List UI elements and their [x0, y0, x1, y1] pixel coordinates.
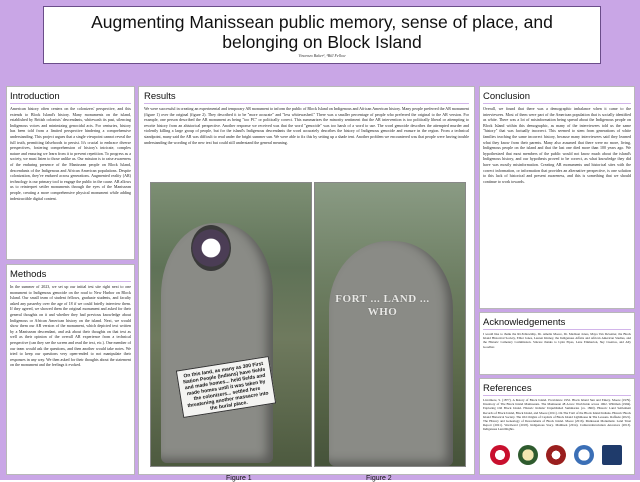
nation-seal-icon — [518, 445, 538, 465]
references-body: Livermore, S. (1877). A history of Block Island. Providence 1952. Block Island Sun and Emery. Moore (1979). Inventory of The Block Island Manisseans. The Manissean 48 Acres: Worldwide across 1962. Whitman (1994). Exploring Old Block Island. Historic Indians' Unpublished Summaries (ca. 1860). Historic Land Settlement Records of Block Island, Block Island, and Moore (2011). On The Trail of the Block Island Indians. Historic Block Island Historical Society. The Old Origins of Capitals of Block Island Lighthouse & The Lessons. Raffaele (2021). The History and Genealogy of Descendants of Block Island. Moore (2016). Manissean Monument. Land Trust Report (2021). Wordward (2018). Indigenous Story. Mathisen (2014). Cultural-Revolution Ancestors (2013). Indigenous Land Rights. — [483, 398, 631, 432]
poster-title: Augmenting Manissean public memory, sense of place, and belonging on Block Island — [91, 12, 553, 52]
figure-2-caption: Figure 2 — [366, 475, 392, 482]
tribal-seal-icon — [546, 445, 566, 465]
figure-1-caption: Figure 1 — [226, 475, 252, 482]
methods-panel — [6, 264, 135, 475]
conclusion-heading: Conclusion — [483, 91, 631, 104]
introduction-body: American history often centers on the colonizers' perspective, and this extends to Block Island's history. Many monuments on the island, established by British colonists' descendants, whitewash its past, silencing Indigenous voices and minimizing genocidal acts. For centuries, history has been told from a limited perspective hindering a comprehensive understanding. This project argues that a single viewpoint cannot reveal the full truth, permitting falsehoods to persist. It's crucial to embrace diverse perspectives, fostering comprehension of history's intricate, complex nature and ensuring we learn from it to prevent repetition. To progress as a society, we must listen to those unlike us. Our mission is to raise awareness of the enduring presence of the Manissean people on Block Island, descendants of the Indigenous and African American populations. Despite colonization, they've endured across generations. Augmented reality (AR) technology is our primary tool to engage the public in the cause. AR allows us to reinterpret settler monuments through the eyes of the Manissean people, creating a more comprehensive physical monument while adding indestructible digital content. — [10, 106, 131, 201]
stone-engraving: FORT ... LAND ... WHO — [335, 293, 430, 318]
institute-logo-icon — [574, 445, 594, 465]
poster-authors: Vincenzo Baker¹, ²Bill Fellow — [298, 53, 346, 58]
references-heading: References — [483, 383, 631, 396]
acknowledgements-panel — [479, 312, 635, 375]
introduction-panel — [6, 86, 135, 260]
acknowledgements-body: I would like to thank the RI-Fellowship, Dr. Amelia Moore, Dr. Madison Jones, Maya Van Deventer, the Block Island Historical Society, Elliot Jones, Lauren Kinney, the Indigenous Affairs and African American Studies, and the Historic Cemetery Commission. Sincere thanks to Lynn Pipes, Lane Emmerton, Sky Cuentos, and Ally Goodbar. — [483, 332, 631, 349]
logo-row — [488, 443, 628, 473]
title-box — [43, 6, 601, 64]
university-logo-icon — [490, 445, 510, 465]
introduction-heading: Introduction — [10, 91, 131, 104]
acknowledgements-heading: Acknowledgements — [483, 317, 631, 330]
medallion-emblem — [191, 225, 231, 271]
ri-shield-icon — [602, 445, 622, 465]
gravestone-shape — [329, 241, 453, 466]
results-heading: Results — [144, 91, 469, 104]
results-panel — [138, 86, 475, 482]
results-body: We were successful in creating an experimental and temporary AR monument to inform the public of Block Island on Indigenous and African American history. Many people preferred the AR monument (figure 1) over the original (figure 2). They described it to be "more accurate" and "less whitewashed." There was a smaller percentage of people who preferred the original to the AR version. For example, one person described the AR monument as being "too PC" or politically correct. This summarizes the minority sentiment that the AR intervention is too politically liberal or attempting to rewrite history from an ahistorical perspective. Another response we received was that the word "genocide" was too harsh of a word to use. The word genocide describes the attempted murder and violently killing a large group of people, but for the island's Indigenous descendants the word accurately describes the history of Indigenous genocide and erasure in the region. From a technical standpoint, many said the AR was difficult to read under the bright summer sun. We were able to fix this by setting up a shade tent. Another problem we encountered was that people were having trouble understanding the wording of the new text but could still understand the general meaning. — [144, 106, 469, 145]
methods-heading: Methods — [10, 269, 131, 282]
figure-1-photo — [150, 182, 312, 467]
conclusion-body: Overall, we found that there was a demographic imbalance when it came to the interviewees. Most of them were part of the American population that is socially identified as white. There was a lot of misinformation being spread about the Indigenous people on Block Island within this demographic, as many of the interviewees told us the same "history" that was factually incorrect. This seemed to stem from generations of white families teaching the same incorrect history, because many interviewees said they learned what they know from their parents. Many also assumed that there were no more, living, Indigenous people on the island and that the last one died more than 100 years ago. We hypothesized that most members of the public would not know much about the island's Indigenous history, and our hypothesis proved to be correct, as what knowledge they did have was mostly misinformation. Creating AR monuments and historical sites with the correct information, or information that provides an alternative perspective, is one solution to this lack of historical and present awareness, and this is something that we should continue to work towards. — [483, 106, 631, 184]
ar-plaque-text: On this land, as many as 300 First Nation People (Indians) have fields and made homes... held fields and made homes until it was taken by the colonizers... settled here threatening another massacre into the burial place. — [176, 356, 276, 418]
conclusion-panel — [479, 86, 635, 309]
methods-body: In the summer of 2023, we set up our initial test site right next to one monument to Indigenous genocide on the road to New Harbor on Block Island. Our small team of student fellows, graduate students, and faculty asked any passerby over the age of 18 if we could briefly interview them. If they agreed, we showed them the original monument and asked for their general thoughts on it and whether they had previous knowledge about Indigenous or African American history on the island. Next, we would show them our AR version of the monument, which depicted text written by a Manissean descendant, and ask about their thoughts on that text as well as their opinion of the overall AR experience from a technical perspective (can they see the screen and read the text, etc.). One member of our team would ask the questions, and then another would take notes. We tried to keep our questions very open-ended to not manipulate their responses in any way. We then asked for their thoughts about the statement on the monument and the feelings it evoked. — [10, 284, 131, 368]
figure-2-photo — [314, 182, 466, 467]
